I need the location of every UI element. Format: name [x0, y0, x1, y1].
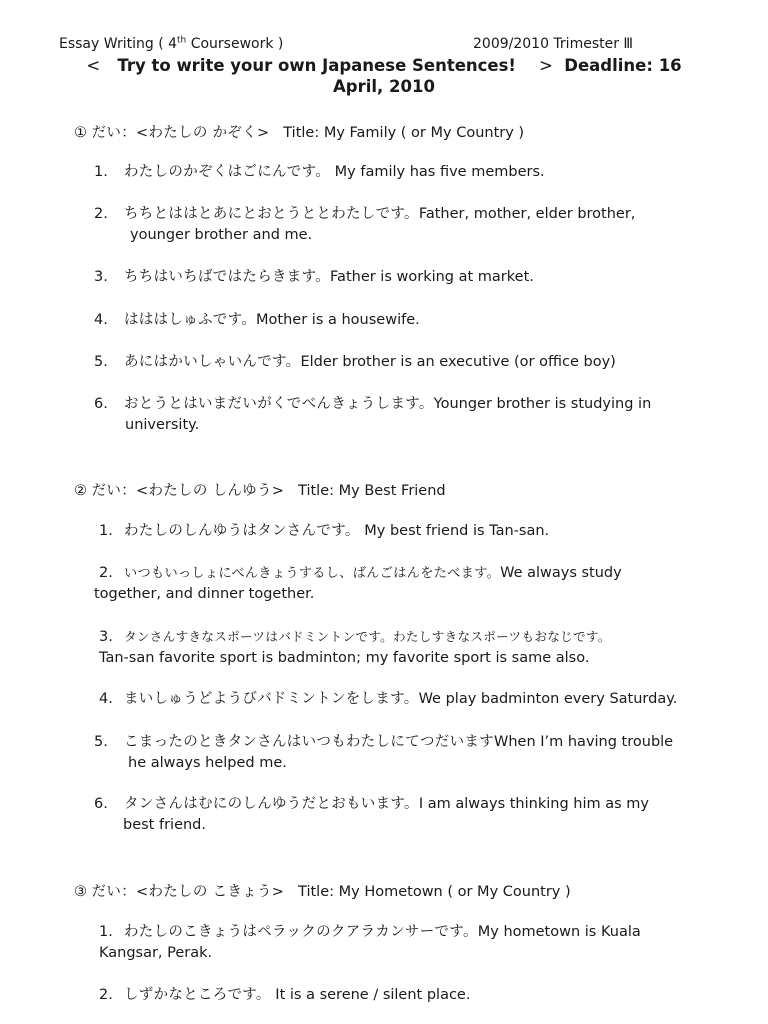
list-item: 2. いつもいっしょにべんきょうするし、ばんごはんをたべます。We always study together, and dinner together.	[94, 565, 622, 602]
list-item: 5. あにはかいしゃいんです。Elder brother is an executive (or office boy)	[94, 354, 616, 370]
circled-number: ①	[74, 125, 87, 141]
section-heading-hometown: ③ だい：<わたしの こきょう> Title: My Hometown ( or My Country )	[74, 884, 571, 900]
list-item: 1. わたしのかぞくはごにんです。 My family has five members.	[94, 164, 545, 180]
deadline-date: April, 2010	[333, 77, 435, 96]
assignment-title: < Try to write your own Japanese Sentences! > Deadline: 16	[86, 56, 682, 75]
circled-number: ②	[74, 483, 87, 499]
list-item: 4. まいしゅうどようびバドミントンをします。We play badminton every Saturday.	[99, 691, 678, 707]
circled-number: ③	[74, 884, 87, 900]
list-item: 2. しずかなところです。 It is a serene / silent place.	[99, 987, 471, 1003]
list-item: 6. タンさんはむにのしんゆうだとおもいます。I am always thinking him as my best friend.	[94, 796, 649, 833]
section-heading-best-friend: ② だい：<わたしの しんゆう> Title: My Best Friend	[74, 483, 446, 499]
list-item: 5. こまったのときタンさんはいつもわたしにてつだいますWhen I’m having trouble he always helped me.	[94, 734, 674, 771]
course-heading: Essay Writing ( 4th Coursework )	[59, 35, 284, 52]
list-item: 2. ちちとははとあにとおとうととわたしです。Father, mother, elder brother, younger brother and me.	[94, 206, 636, 243]
list-item: 3. タンさんすきなスポーツはバドミントンです。わたしすきなスポーツもおなじです。 Tan-san favorite sport is badminton; my favorite sport is same also.	[99, 629, 611, 666]
list-item: 6. おとうとはいまだいがくでべんきょうします。Younger brother is studying in university.	[94, 396, 652, 433]
right-angle-glyph: >	[538, 56, 553, 75]
list-item: 4. はははしゅふです。Mother is a housewife.	[94, 312, 420, 328]
term-label: 2009/2010 Trimester Ⅲ	[473, 36, 634, 52]
list-item: 1. わたしのしんゆうはタンさんです。 My best friend is Tan-san.	[99, 523, 550, 539]
list-item: 1. わたしのこきょうはペラックのクアラカンサーです。My hometown is Kuala Kangsar, Perak.	[99, 924, 641, 961]
left-angle-glyph: <	[86, 56, 101, 75]
section-heading-family: ① だい：<わたしの かぞく> Title: My Family ( or My Country )	[74, 125, 525, 141]
list-item: 3. ちちはいちばではたらきます。Father is working at market.	[94, 269, 534, 285]
deadline: Deadline: 16	[564, 56, 682, 75]
